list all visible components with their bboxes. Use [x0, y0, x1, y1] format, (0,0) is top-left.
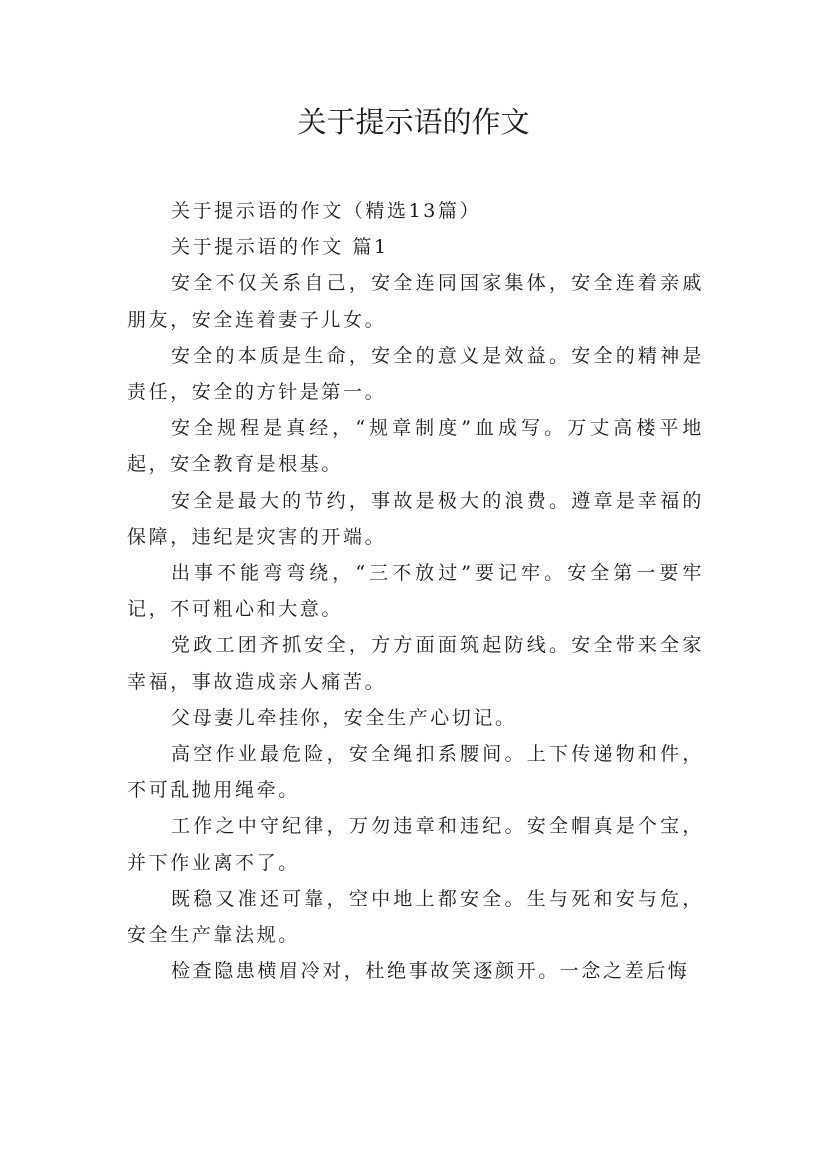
- paragraph: 父母妻儿牵挂你，安全生产心切记。: [171, 706, 517, 729]
- paragraph: 既稳又准还可靠，空中地上都安全。生与死和安与危，安全生产靠法规。: [127, 887, 704, 947]
- paragraph: 安全是最大的节约，事故是极大的浪费。遵章是幸福的保障，违纪是灾害的开端。: [127, 489, 704, 548]
- paragraph: 安全的本质是生命，安全的意义是效益。安全的精神是责任，安全的方针是第一。: [127, 344, 704, 404]
- document-body: [127, 193, 704, 989]
- paragraph-subtitle: 关于提示语的作文（精选13篇）: [171, 200, 482, 222]
- paragraph: 检查隐患横眉冷对，杜绝事故笑逐颜开。一念之差后悔: [171, 960, 690, 983]
- paragraph: 出事不能弯弯绕，“三不放过”要记牢。安全第一要牢记，不可粗心和大意。: [127, 562, 704, 621]
- paragraph: 高空作业最危险，安全绳扣系腰间。上下传递物和件，不可乱抛用绳牵。: [127, 743, 704, 802]
- paragraph: 安全不仅关系自己，安全连同国家集体，安全连着亲戚朋友，安全连着妻子儿女。: [127, 272, 704, 331]
- paragraph: 安全规程是真经，“规章制度”血成写。万丈高楼平地起，安全教育是根基。: [127, 417, 704, 476]
- paragraph-section-heading: 关于提示语的作文 篇1: [171, 236, 389, 259]
- paragraph: 工作之中守纪律，万勿违章和违纪。安全帽真是个宝，并下作业离不了。: [127, 815, 704, 874]
- paragraph: 党政工团齐抓安全，方方面面筑起防线。安全带来全家幸福，事故造成亲人痛苦。: [127, 634, 704, 693]
- document-title: 关于提示语的作文: [297, 105, 530, 139]
